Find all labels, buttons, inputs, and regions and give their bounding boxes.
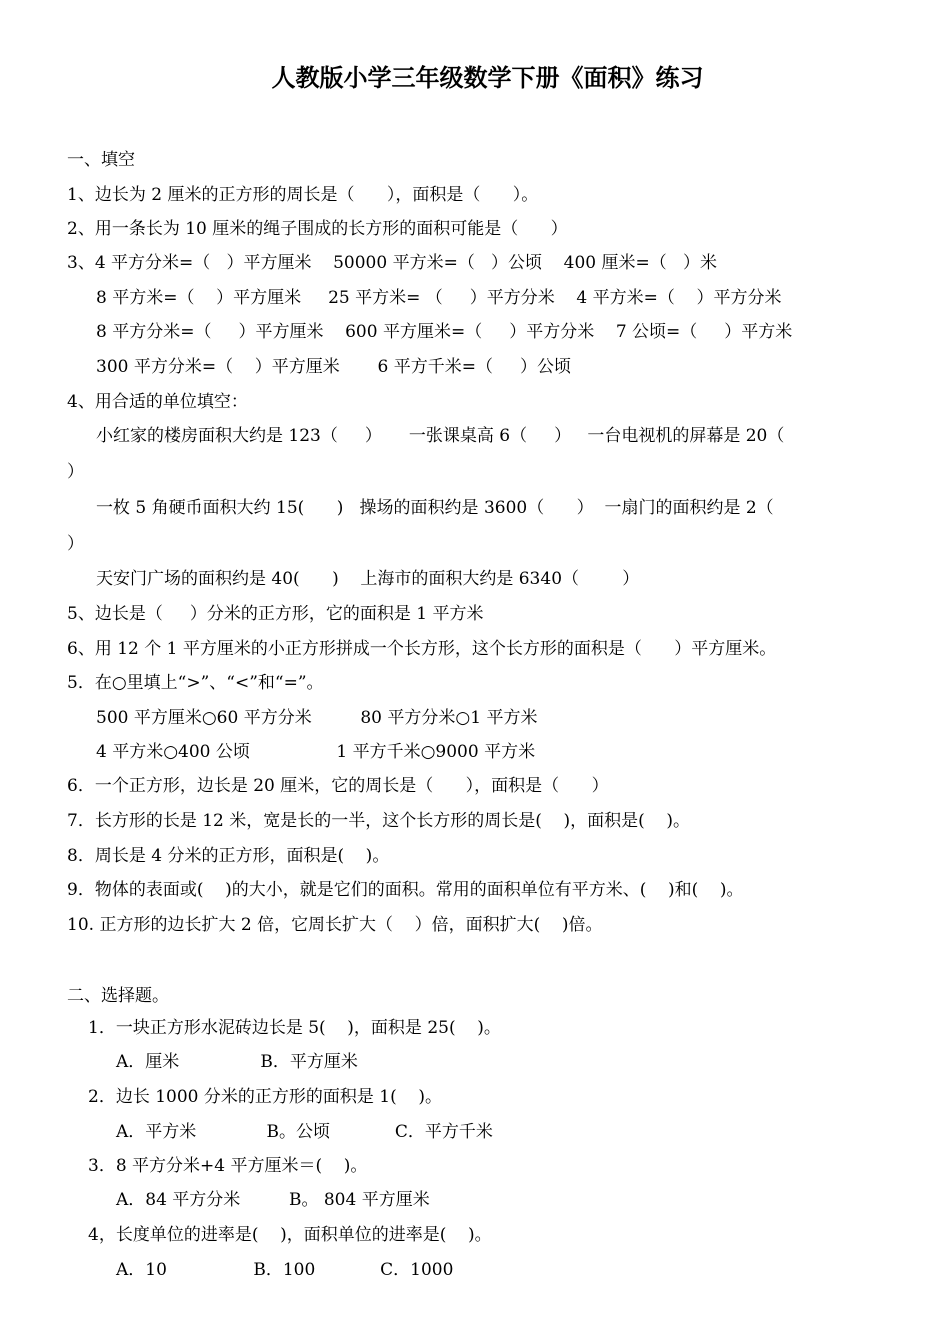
question-line: ） (67, 534, 84, 554)
question-line: A．平方米 B。公顷 C．平方千米 (116, 1122, 493, 1142)
question-line: 5、边长是（ ）分米的正方形，它的面积是 1 平方米 (67, 604, 484, 624)
question-line: 500 平方厘米○60 平方分米 80 平方分米○1 平方米 (96, 708, 538, 728)
question-line: A．10 B．100 C．1000 (116, 1260, 454, 1280)
question-line: 1、边长为 2 厘米的正方形的周长是（ ），面积是（ ）。 (67, 185, 539, 205)
question-line: 7．长方形的长是 12 米，宽是长的一半，这个长方形的周长是( )，面积是( )。 (67, 811, 691, 831)
question-line: 1．一块正方形水泥砖边长是 5( )，面积是 25( )。 (88, 1018, 501, 1038)
question-line: 一枚 5 角硬币面积大约 15( ) 操场的面积约是 3600（ ） 一扇门的面积约是 2（ (96, 498, 774, 518)
question-line: 一、填空 (67, 150, 135, 170)
question-line: 二、选择题。 (67, 986, 169, 1006)
page-title: 人教版小学三年级数学下册《面积》练习 (271, 64, 704, 92)
question-line: 4、用合适的单位填空： (67, 392, 248, 412)
question-line: 2、用一条长为 10 厘米的绳子围成的长方形的面积可能是（ ） (67, 219, 568, 239)
question-line: 小红家的楼房面积大约是 123（ ） 一张课桌高 6（ ） 一台电视机的屏幕是 20（ (96, 426, 785, 446)
question-line: 3．8 平方分米+4 平方厘米＝( )。 (88, 1156, 368, 1176)
question-line: 2．边长 1000 分米的正方形的面积是 1( )。 (88, 1087, 442, 1107)
question-line: 6、用 12 个 1 平方厘米的小正方形拼成一个长方形，这个长方形的面积是（ ）平方厘米。 (67, 639, 777, 659)
question-line: 3、4 平方分米=（ ）平方厘米 50000 平方米=（ ）公顷 400 厘米=（ ）米 (67, 253, 717, 273)
question-line: 4 平方米○400 公顷 1 平方千米○9000 平方米 (96, 742, 536, 762)
question-line: 9．物体的表面或( )的大小，就是它们的面积。常用的面积单位有平方米、( )和( )。 (67, 880, 744, 900)
question-line: 8 平方米=（ ）平方厘米 25 平方米= （ ）平方分米 4 平方米=（ ）平方分米 (96, 288, 782, 308)
question-line: 10. 正方形的边长扩大 2 倍，它周长扩大（ ）倍，面积扩大( )倍。 (67, 915, 603, 935)
question-line: A．84 平方分米 B。 804 平方厘米 (116, 1190, 430, 1210)
question-line: A．厘米 B．平方厘米 (116, 1052, 358, 1072)
question-line: 6．一个正方形，边长是 20 厘米，它的周长是（ ），面积是（ ） (67, 776, 609, 796)
question-line: 4，长度单位的进率是( )，面积单位的进率是( )。 (88, 1225, 492, 1245)
question-line: 5．在○里填上“>”、“<”和“=”。 (67, 673, 324, 693)
question-line: 8．周长是 4 分米的正方形，面积是( )。 (67, 846, 390, 866)
question-line: ） (67, 462, 84, 482)
question-line: 300 平方分米=（ ）平方厘米 6 平方千米=（ ）公顷 (96, 357, 572, 377)
question-line: 8 平方分米=（ ）平方厘米 600 平方厘米=（ ）平方分米 7 公顷=（ ）平方米 (96, 322, 793, 342)
question-line: 天安门广场的面积约是 40( ) 上海市的面积大约是 6340（ ） (96, 569, 640, 589)
